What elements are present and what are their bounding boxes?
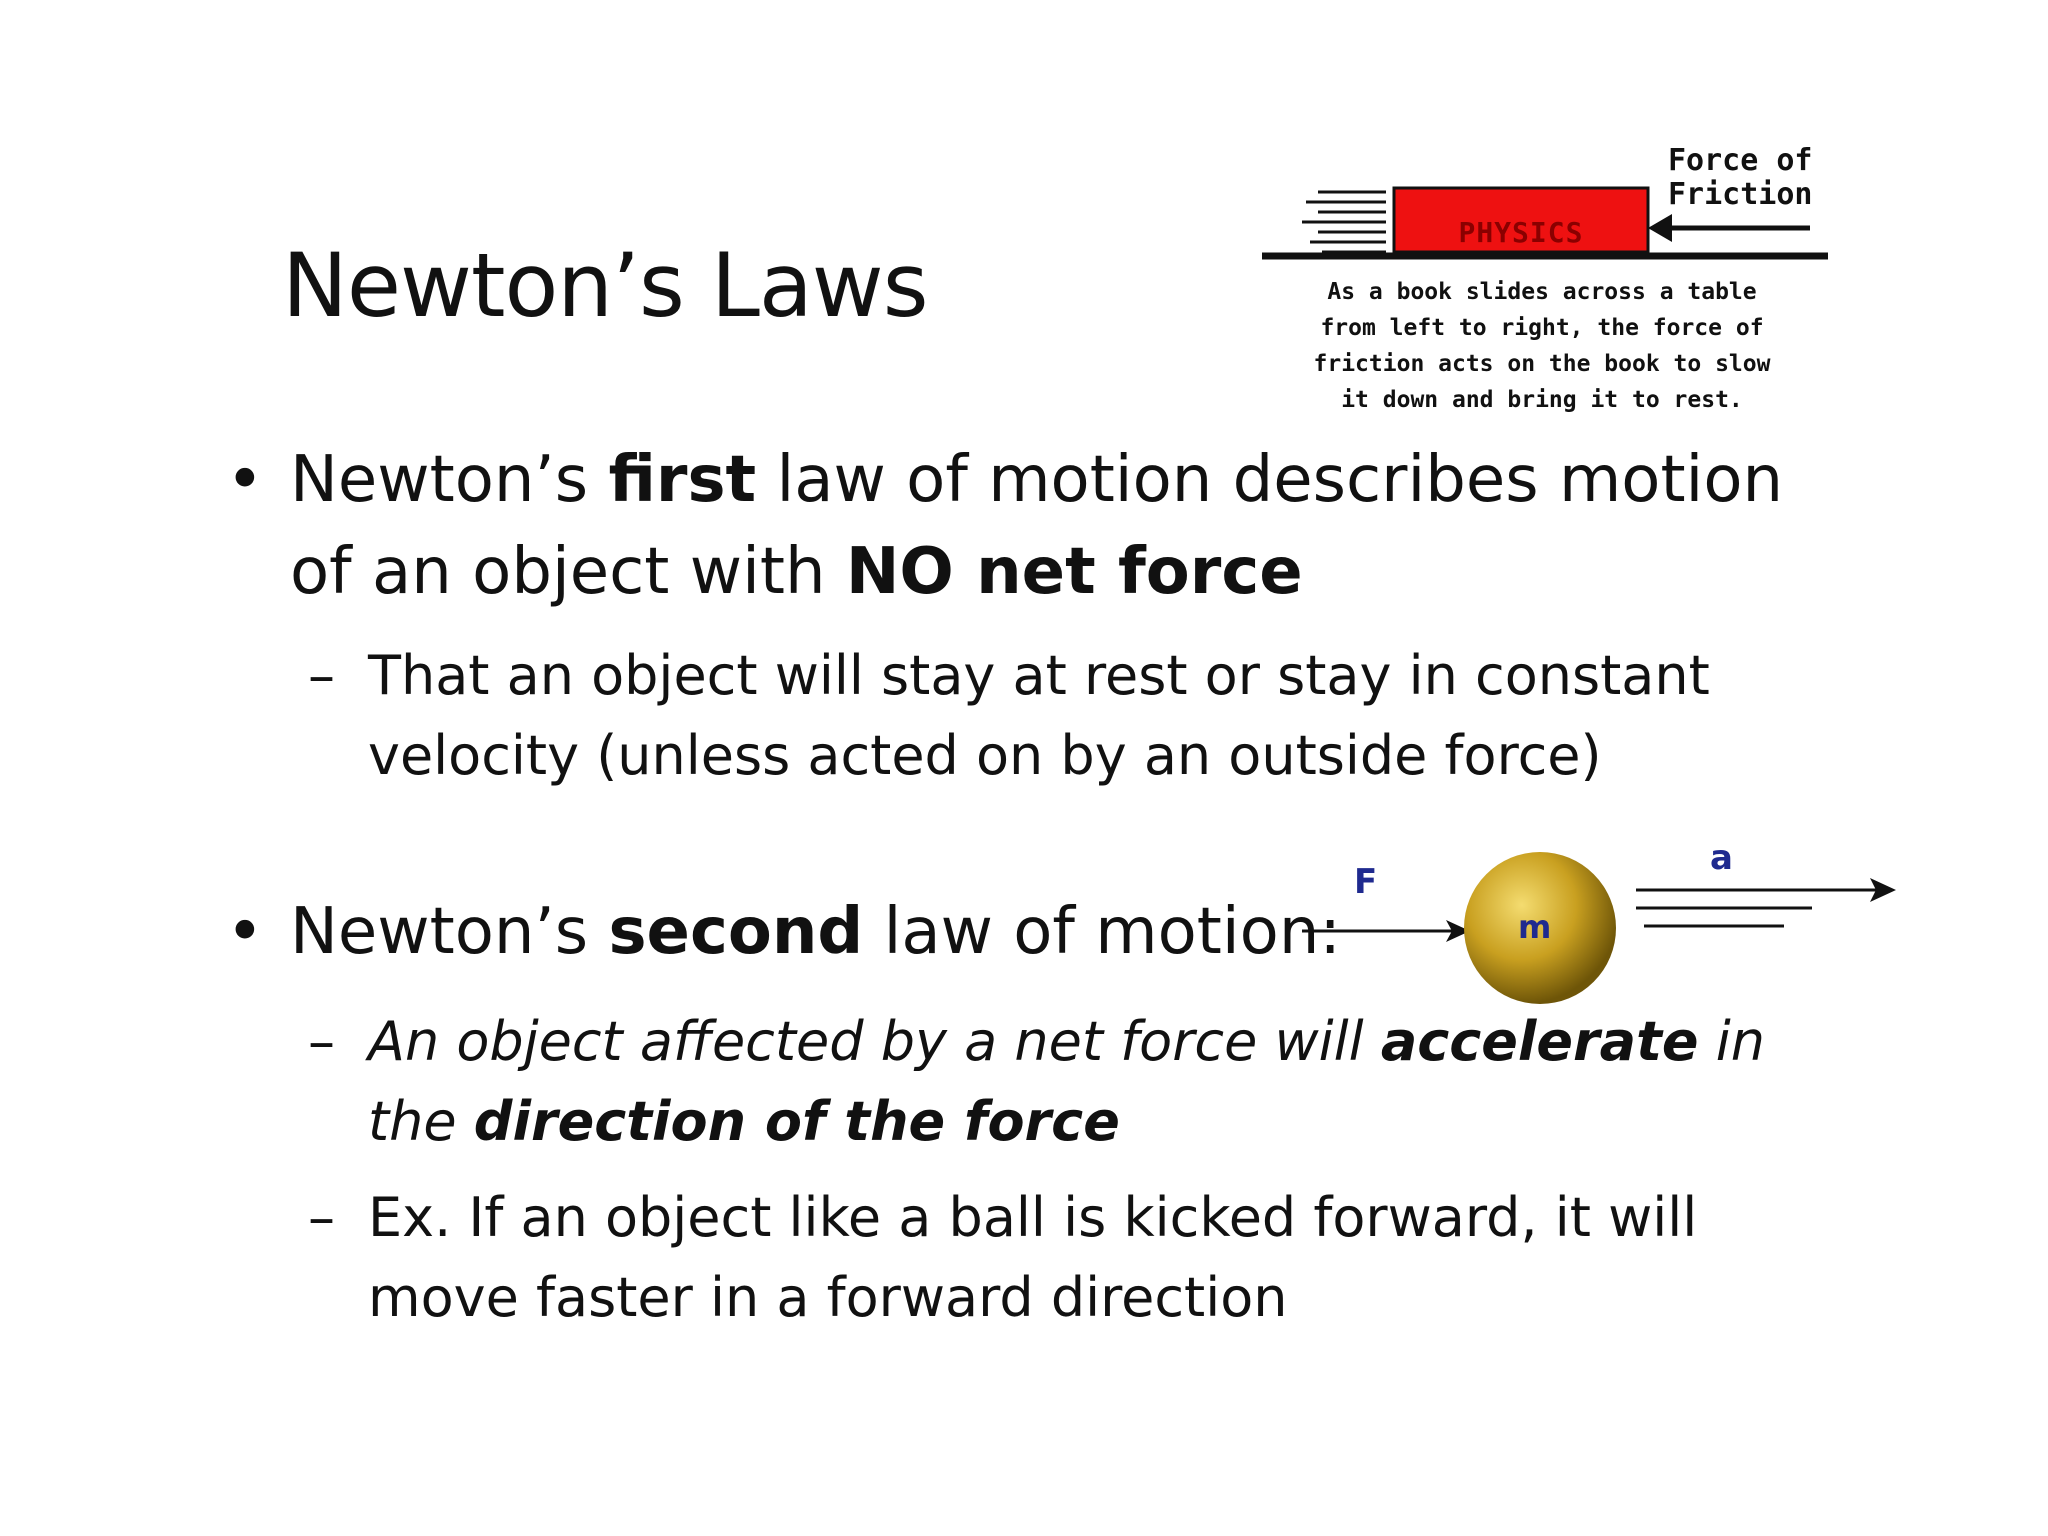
sub-bullet-dash: – [308, 644, 335, 707]
friction-label-line2: Friction [1668, 177, 1813, 212]
sub-bullet-dash: – [308, 1186, 335, 1249]
second-law-bold-second: second [608, 895, 864, 969]
friction-label-line1: Force of [1668, 143, 1813, 178]
arrow-left-icon [1648, 214, 1672, 242]
second-law-sub-bullet-2 [220, 1178, 1780, 1338]
slide-title: Newton’s Laws [282, 234, 928, 337]
second-law-sub1-text-2: in the [368, 1010, 1765, 1153]
second-law-sub1-text-1: An object affected by a net force will [368, 1010, 1381, 1073]
sub-bullet-dash: – [308, 1010, 335, 1073]
first-law-bold-no-net-force: NO net force [845, 535, 1303, 609]
friction-label [1668, 144, 1813, 212]
friction-diagram [1262, 140, 1842, 420]
first-law-sub-bullet [220, 636, 1780, 796]
second-law-sub1-bold-accelerate: accelerate [1380, 1010, 1699, 1073]
first-law-text-2: law of motion describes motion of an object with [290, 443, 1784, 609]
first-law-text-1: Newton’s [290, 443, 609, 517]
first-law-bullet [220, 434, 1784, 618]
force-mass-diagram [1300, 830, 1900, 1030]
force-mass-graphic [1300, 830, 1900, 1030]
motion-lines-icon [1302, 192, 1386, 252]
caption-line: friction acts on the book to slow [1313, 351, 1771, 377]
force-label: F [1354, 862, 1378, 902]
second-law-sub2-text: Ex. If an object like a ball is kicked forward, it will move faster in a forward direction [368, 1186, 1698, 1329]
second-law-sub-bullet-1 [220, 1002, 1780, 1162]
second-law-sub1-bold-direction: direction of the force [473, 1090, 1120, 1153]
first-law-sub-text: That an object will stay at rest or stay in constant velocity (unless acted on by an outside force) [368, 644, 1710, 787]
caption-line: from left to right, the force of [1320, 315, 1764, 341]
caption-line: it down and bring it to rest. [1341, 387, 1743, 413]
friction-caption [1262, 274, 1822, 418]
second-law-text-1: Newton’s [290, 895, 609, 969]
acceleration-label: a [1710, 838, 1733, 878]
mass-label: m [1518, 908, 1552, 946]
second-law-text-2: law of motion: [863, 895, 1341, 969]
book-label: PHYSICS [1458, 215, 1584, 249]
caption-line: As a book slides across a table [1327, 279, 1757, 305]
first-law-bold-first: first [608, 443, 757, 517]
